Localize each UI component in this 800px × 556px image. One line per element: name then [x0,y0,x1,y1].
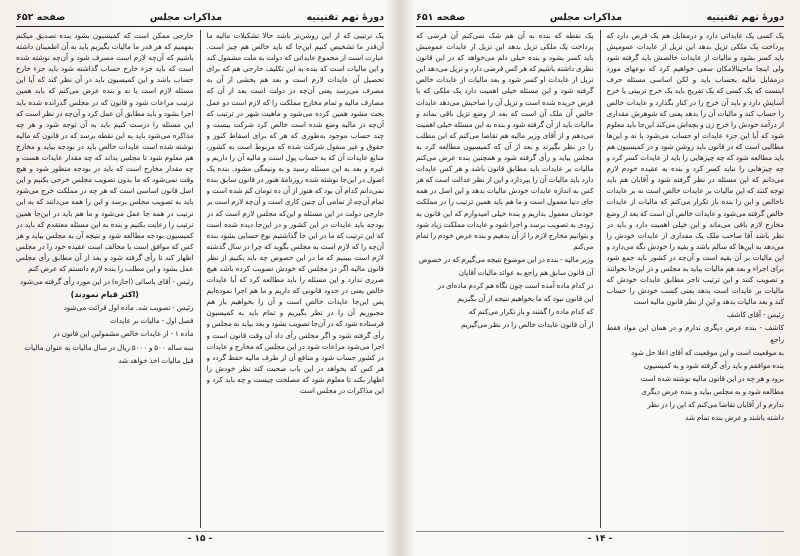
paragraph-line: داشته باشند و عرض بنده تمام شد [685,413,784,423]
paragraph-line: آن قانون سابق هم راجع به عوائد مالیات آقایان [458,267,594,277]
right-page-column-left [416,30,594,528]
paragraph-line: وزیر مالیه - بنده در این موضوع نتیجه می‌گیرم که در خصوص [418,254,594,264]
paragraph-line: بنده موافقم و باید رأی گرفته شود و به کمیسیون [643,360,784,370]
paragraph-line: رئیس - آقای یاسائی (اجازه) در این مورد رأی گرفته می‌شود [20,277,194,287]
column-divider [200,30,201,528]
paragraph-line: سه ساله ۵۰۰ و ۵۰۰۰ ریال در سال مالیات به عنوان مالیات [24,342,194,352]
paragraph-line: که کدام ماده را گفتند و باز تکرار می‌کنم که [468,307,594,317]
left-page-folio: - ۱۵ - [187,534,213,544]
paragraph-line: فصل اول - مالیات بر عایدات [109,316,194,326]
paragraph-line: ماده ۱ - از عایدات خالص مشمولین این قانون در [53,329,194,339]
paragraph-line: این قانون نبود که ما بخواهیم نتیجه از آن بگیریم [457,294,594,304]
paragraph-line: کاشف - بنده عرض دیگری ندارم و در همان این مواد فقط راجع [606,323,784,344]
right-header-page-number: صفحه ۶۵۱ [416,11,466,23]
paragraph: یک ترتیبی که از این روشن‌تر باشد حالا تشکیلات مالیه ما آن‌قدر ما تشخیص کنیم این‌جا که باید خالص هم چیز است. عبارت است از مجموع عایداتی که دولت به ملت مشمول کند و این مالیات است که بنده به این تکلیف خارجی هم که برای تحصیل آن عایدات لازم است و بعد هم بخشی از آن به مصرف می‌رسد یعنی آن‌چه در دولت است بعد از آن که مصارف مالیه و تمام مخارج مملکت را که لازم است دو عمل بحث مشود همین کرده می‌شود و ماهیت شهر در ترتیب که آن‌چه در مالیه وضع شده است خالص کرد شرکت بیست و چند حساب موجود به‌طوری که هر که برای اسقاط کنور و حقوق و غیر منقول شرکت شده که مربوط است به کشور، منابع عایدات آن که به حساب پول است و مالیه آن را داریم و غیره و بعد به این مسئله رسید و به ونیمگی مشود. بنده یک اصول در این‌جا نوشته شده روزنامۀ هنوز در قانون سابق بنده نمی‌دانم کدام آن بود که هنوز از آن ده تومان کم شده است و تمام آن‌چه از تمامی آن چنین کاری است و آن‌چه لازم است بر خارجی دولت در این مسئله و این‌که مجلس لازم است که در بودجه باید عایدات در این کشور و در این‌جا دیده شده است که این ترتیب که ما در این جا گذاشتیم نوع حسابی بشود بنده آن‌چه را که لازم است به مجلس بگوید که چرا در سال گذشته لازم است ببینیم که ما در این خصوص چه باید بکنیم از نظر قانون مالیه اگر در مجلس که خودش تصویب کرده باشد هیچ ضرری ندارد و این مسئله را باید مطالعه کرد که آیا عایدات خالص یعنی در حدود قانونی که داریم و ما هم اجرا نموده‌ایم پس این‌جا عایدات خالص است و آن را بخواهیم باز هم مجبوریم آن را در نظر بگیریم و تمام باید به کمیسیون فرستاده شود که در آن‌جا تصویب بشود و بعد بیاید به مجلس و رأی گرفته شود و اگر مجلس رأی داد آن وقت قانون است و اجرا می‌شود مراعات شود در این مجلس که مخارج و عایدات در کشور حساب شود و منافع آن از طرف مالیه حفظ گردد و هر کس که بخواهد در این باب صحبت کند نظر خودش را اظهار بکند تا معلوم شود که مصلحت چیست و چه باید کرد و این مذاکرات در مجلس است [206,31,384,395]
paragraph-line: مطالعه شود و به مجلس بیاید و بنده عرض دیگری [641,386,784,396]
left-page-column-left [16,30,194,528]
right-page-folio: - ۱۴ - [587,534,613,544]
paragraph: یک کسی یک عایداتی دارد و درمقابل هم یک قرض دارد که پرداخت یک ملکی تزیل بدهد این تزیل از عایدات عمومیش باید کسر بشود و مالیات از عایدات خالصش باید گرفته شود ولی اینجا ماحیثالامکان سعی خواهیم کرد که نوعهای مورد درمقابل مالیه بحساب باید و لکن اساسی مسئله حرف اینست که یک کسی که یک تفریح باید یک خرج تربیتی یا خرج آسایش دارد و باید آن خرج را در کنار بگذارد و عایدات خالص را حساب کند و مالیات آن را بدهد یعنی که شوهرش مقداری از درآمد خودش را خرج زن و بچه‌اش می‌کند این‌جا باید معلوم شود که آیا این جزء عایدات او حساب می‌شود یا نه و این‌ها مطالبی است که در قانون باید روشن شود و در کمیسیون هم باید مطالعه شود که چه چیزهایی را باید از عایدات کسر کرد و چه چیزهایی را نباید کسر کرد و بنده به عقیده خودم لازم می‌دانم که این مسئله در نظر گرفته شود و آقایان هم باید توجه کنند که این مالیات بر عایدات خالص است نه بر عایدات ناخالص و این را بنده باز تکرار می‌کنم که مالیات از عایدات خالص گرفته می‌شود و عایدات خالص آن است که بعد از وضع مخارج لازم باقی می‌ماند و این خیلی اهمیت دارد و باید در نظر باشد آقا صاحب ملک یک مقداری از عایدات خودش را می‌دهد به این‌ها که سالم باشد و بقیه را خودش نگه می‌دارد و این مالیات بر آن بقیه است و آن‌چه در کشور باید جمع شود برای اجراء و بعد هم مالیات بیاید به مجلس و در این‌جا بخوانند و تصویب کنند و این ترتیب تاجر مطابق عایدات خودش که مالیات بر عایدات است بدهد یعنی کسب خودش را حساب کند و بعد مالیات بدهد و این از نظر قانون مالیه است [606,31,784,307]
paragraph-line: به موقعیت است و این موقعیت که آقای اعلا حل شود [630,347,784,357]
right-header-title: مذاکرات مجلس [549,11,623,23]
left-header-page-number: صفحه ۶۵۲ [16,11,66,23]
paragraph-line: (اکثر قیام نمودند) [70,290,139,300]
paragraph-line: رئیس - تصویب شد. ماده اول قرائت می‌شود [63,303,194,313]
right-page-columns [416,30,784,528]
left-header-title: مذاکرات مجلس [149,11,223,23]
paragraph-line: رئیس - آقای کاشف [726,310,784,320]
left-page-header [16,8,384,27]
left-page [8,6,392,550]
right-header-volume: دورۀ نهم تقنینیه [706,11,784,23]
left-page-column-right [207,30,385,528]
paragraph-line: برود و هر چه در این قانون مالیه نوشته شده است [640,373,784,383]
right-page-footer [416,531,784,548]
paragraph-line: در کدام ماده آمده است چون نگاه هم کردم ماده‌ای در [437,281,594,291]
right-page-header [416,8,784,27]
right-page-column-right [607,30,785,528]
right-page [408,6,792,550]
paragraph-line: ندارم و از آقایان تقاضا می‌کنم که این را در نظر [647,400,784,409]
paragraph-line: از آن قانون عایدات خالص را در نظر می‌گیریم [461,320,594,330]
paragraph: خارجی ممکن است که کمیسیون بشود بنده تصدیق میکنم بفهمیم که هر قدر ما مالیات بگیریم باید به آن اطمینان داشته باشیم که آن‌چه لازم است مصرف شود و آن‌چه نوشته شده است که باید جزء خارج حساب گذاشته شود باید جزء خارج حساب باشد و این کمیسیون باید در آن نظر کند که آیا این مسئله لازم است یا نه و بنده عرض می‌کنم که باید همین ترتیب مراعات شود و قانون که در مجلس گذرانده شده باید اجرا بشود و باید مطابق آن عمل کرد و آن‌چه در نظر است که این مسئله را درست کنیم باید به آن توجه شود و هر چه مذاکره می‌شود باید به این نقطه برسد که در قانون که مالیه نوشته شده است عایدات خالص باید در بودجه بیاید و مخارج هم معلوم شود تا مجلس بداند که چه مقدار عایدات هست و چه مقدار مخارج است که باید در بودجه منظور شود و هیچ وقت نمی‌شود که ما بدون تصویب مجلس خرجی بکنیم و این اصل قانون اساسی است که هر چه در مملکت خرج می‌شود باید به تصویب مجلس برسد و این را همه می‌دانند که به این ترتیب در همه جا عمل می‌شود و ما هم باید در این‌جا همین ترتیب را رعایت بکنیم و بنده به این مسئله معتقدم که باید در کمیسیون بودجه مطالعه شود و نتیجه آن به مجلس بیاید و هر کس که موافق است یا مخالف است عقیده خود را در مجلس اظهار کند تا رأی گرفته شود و بعد از آن مطابق رأی مجلس عمل بشود و این مطلب را بنده لازم دانستم که عرض کنم [16,31,194,273]
column-divider [600,30,601,528]
paragraph-line: قبل مالیات اخذ خواهد شد [118,355,194,365]
left-page-columns [16,30,384,528]
left-header-volume: دورۀ نهم تقنینیه [306,11,384,23]
paragraph: یک نقطه که بنده به آن هم شک نمی‌کنم آن قرضی که پرداخت یک ملکی تزیل بدهد این تزیل از عایدات عمومیش باید کسر بشود و بنده خیلی دلم می‌خواهد که در این قانون نظری داشته باشیم که هر کس قرضی دارد و تزیل می‌دهد این تزیل از عایدات او کسر شود و بعد مالیات از عایدات خالص گرفته شود و این مسئله خیلی اهمیت دارد یک ملکی که با قرض خریده شده است و تزیل آن را صاحبش می‌دهد عایدات خالص آن ملک آن است که بعد از وضع تزیل باقی بماند و مالیات باید از آن گرفته شود و بنده به این مسئله خیلی اهمیت می‌دهم و از آقای وزیر مالیه هم تقاضا می‌کنم که این مطلب را در نظر بگیرند و بعد از آن که کمیسیون مطالعه کرد به مجلس بیاید و رأی گرفته شود و همچنین بنده عرض می‌کنم مالیات بر عایدات باید مطابق قانون باشد و هر کس عایدات دارد باید مالیات آن را بپردازد و این از نظر عدالت است که هر کس به اندازه عایدات خودش مالیات بدهد و این اصل در همه جای دنیا معمول است و ما هم باید همین ترتیب را در مملکت خودمان معمول بداریم و بنده خیلی امیدوارم که این قانون به زودی به تصویب برسد و اجرا شود و عایدات مملکت زیاد شود و بتوانیم مخارج لازم را از آن بدهیم و بنده عرض خودم را تمام می‌کنم [416,31,594,251]
left-page-footer [16,531,384,548]
